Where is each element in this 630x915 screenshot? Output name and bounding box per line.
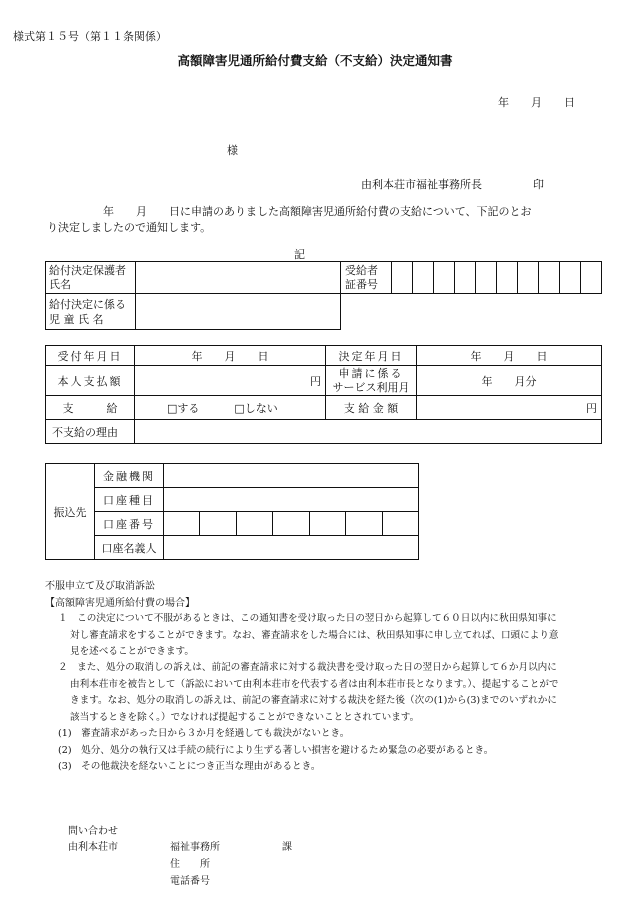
recipient-digit-box[interactable] (560, 262, 581, 294)
account-digit-box[interactable] (164, 512, 200, 536)
contact-phone-label: 電話番号 (170, 876, 210, 887)
document-title: 高額障害児通所給付費支給（不支給）決定通知書 (177, 53, 453, 68)
grant-amount-label: 支 給 金 額 (326, 396, 417, 420)
issue-date: 年 月 日 (498, 96, 575, 109)
guardian-name-field[interactable] (136, 262, 341, 294)
recipient-digit-box[interactable] (413, 262, 434, 294)
condition-item: (2) 処分、処分の執行又は手続の続行により生ずる著しい損害を避けるため緊急の必要があるとき。 (58, 744, 494, 756)
intro-line-2: り決定しましたので通知します。 (47, 221, 212, 234)
appeal-subheading: 【高額障害児通所給付費の場合】 (45, 598, 195, 609)
condition-item: (3) その他裁決を経ないことにつき正当な理由があるとき。 (58, 761, 321, 772)
account-digit-box[interactable] (236, 512, 272, 536)
received-date-label: 受付年月日 (46, 346, 135, 366)
contact-heading: 問い合わせ (68, 826, 118, 837)
appeal-conditions (58, 726, 493, 776)
sender-name: 由利本荘市福祉事務所長 (361, 178, 482, 191)
service-month-value[interactable]: 年 月分 (417, 366, 602, 396)
non-grant-reason-field[interactable] (135, 420, 602, 444)
intro-line-1: 年 月 日に申請のありました高額障害児通所給付費の支給について、下記のとお (103, 205, 532, 218)
contact-office: 福祉事務所 (170, 842, 220, 853)
account-digit-box[interactable] (309, 512, 345, 536)
recipient-digit-box[interactable] (497, 262, 518, 294)
bank-transfer-table (45, 463, 419, 560)
contact-city: 由利本荘市 (68, 842, 118, 853)
account-digit-box[interactable] (273, 512, 309, 536)
self-pay-value[interactable]: 円 (135, 366, 326, 396)
addressee-suffix: 様 (227, 144, 238, 157)
account-holder-field[interactable] (164, 536, 419, 560)
child-name-field[interactable] (136, 294, 341, 330)
bank-name-label: 金融機関 (95, 464, 164, 488)
form-number: 様式第１５号（第１１条関係） (13, 30, 167, 43)
appeal-heading: 不服申立て及び取消訴訟 (45, 581, 155, 592)
grant-options (135, 396, 326, 420)
recipient-digit-box[interactable] (434, 262, 455, 294)
applicant-table (45, 261, 602, 330)
service-month-label: 申請に係る サービス利用月 (326, 366, 417, 396)
recipient-digit-box[interactable] (518, 262, 539, 294)
received-date-value[interactable]: 年 月 日 (135, 346, 326, 366)
grant-yes-checkbox[interactable]: □する (167, 401, 200, 415)
decision-date-label: 決定年月日 (326, 346, 417, 366)
grant-amount-value[interactable]: 円 (417, 396, 602, 420)
account-type-label: 口座種目 (95, 488, 164, 512)
seal-mark: 印 (533, 178, 544, 191)
account-digit-box[interactable] (200, 512, 236, 536)
transfer-destination-label: 振込先 (46, 464, 95, 560)
recipient-digit-box[interactable] (476, 262, 497, 294)
child-name-label: 給付決定に係る 児 童 氏 名 (46, 294, 136, 330)
contact-section: 課 (282, 842, 292, 853)
account-type-field[interactable] (164, 488, 419, 512)
decision-date-value[interactable]: 年 月 日 (417, 346, 602, 366)
recipient-digit-box[interactable] (581, 262, 602, 294)
bank-name-field[interactable] (164, 464, 419, 488)
grant-label: 支 給 (46, 396, 135, 420)
account-digit-box[interactable] (382, 512, 418, 536)
account-digit-box[interactable] (346, 512, 382, 536)
recipient-digit-box[interactable] (392, 262, 413, 294)
guardian-name-label: 給付決定保護者 氏名 (46, 262, 136, 294)
grant-no-checkbox[interactable]: □しない (234, 401, 278, 415)
recipient-digit-box[interactable] (539, 262, 560, 294)
non-grant-reason-label: 不支給の理由 (46, 420, 135, 444)
account-holder-label: 口座名義人 (95, 536, 164, 560)
self-pay-label: 本人支払額 (46, 366, 135, 396)
recipient-number-label: 受給者 証番号 (341, 262, 392, 294)
appeal-paragraph-2: ２ また、処分の取消しの訴えは、前記の審査請求に対する裁決書を受け取った日の翌日から起算して６か月以内に 由利本荘市を被告として（訴訟において由利本荘市を代表する者は由利本荘市長となります。）、提起することがで きます。なお、処分の取消しの訴えは、前記の審査請求に対する裁決を経た後（次の(1)から(3)までのいずれかに 該当するときを除く。）でなければ提起することができないこととされています。 (58, 662, 559, 723)
contact-address-label: 住 所 (170, 859, 210, 870)
recipient-digit-box[interactable] (455, 262, 476, 294)
decision-table (45, 345, 602, 444)
account-number-label: 口座番号 (95, 512, 164, 536)
ki-mark: 記 (294, 248, 305, 261)
appeal-paragraph-1: １ この決定について不服があるときは、この通知書を受け取った日の翌日から起算して６０日以内に秋田県知事に 対し審査請求をすることができます。なお、審査請求をした場合には、秋田県知事に申し立てれば、口頭により意 見を述べることができます。 (58, 613, 559, 657)
condition-item: (1) 審査請求があった日から３か月を経過しても裁決がないとき。 (58, 728, 350, 739)
